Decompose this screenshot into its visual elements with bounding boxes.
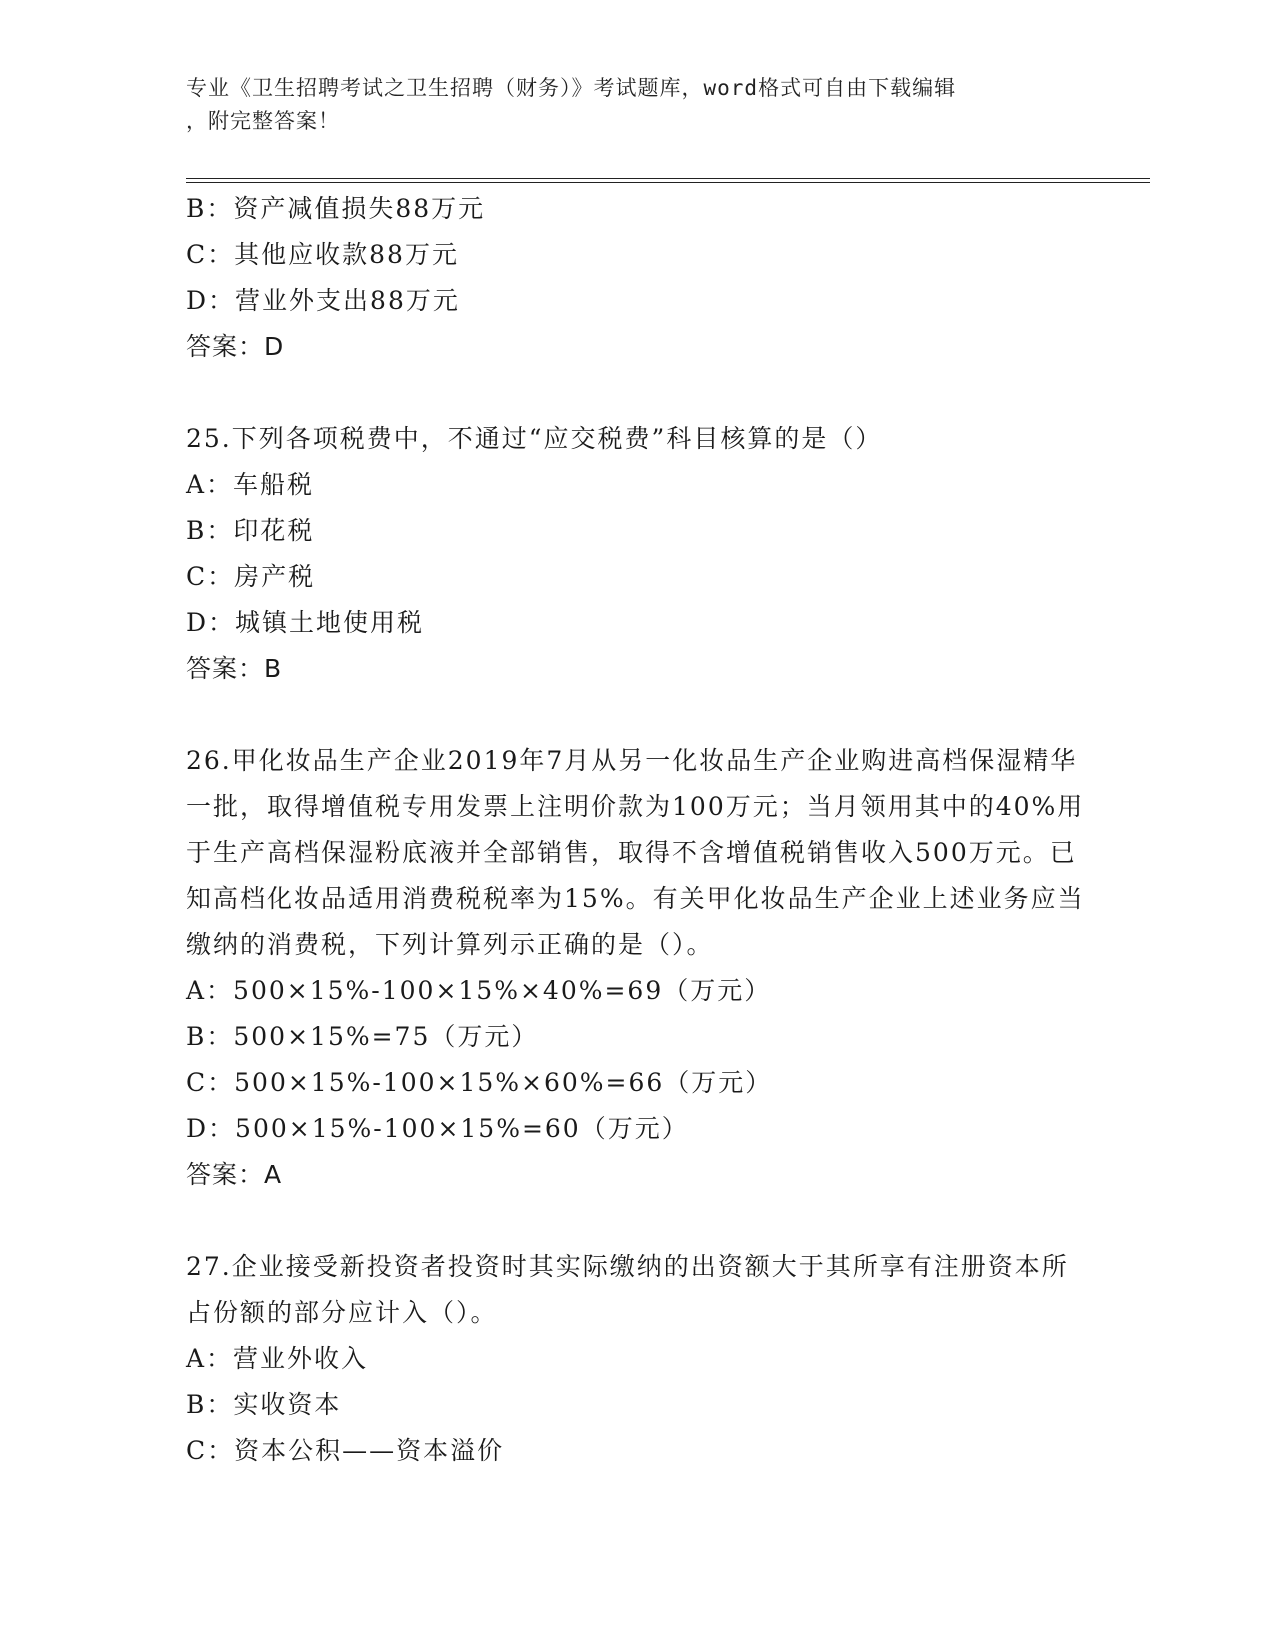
header-line-1: 专业《卫生招聘考试之卫生招聘（财务）》考试题库，word格式可自由下载编辑 — [186, 76, 957, 100]
header-divider-top — [186, 178, 1150, 179]
question-content — [186, 186, 1086, 1474]
question-24 — [186, 186, 1086, 370]
option-b: B：印花税 — [186, 516, 315, 545]
option-b: B：500×15%=75（万元） — [186, 1022, 539, 1051]
spacer — [186, 370, 1086, 416]
answer-label: 答案：B — [186, 654, 283, 683]
option-c: C：资本公积——资本溢价 — [186, 1436, 505, 1465]
question-26 — [186, 738, 1086, 1198]
option-c: C：500×15%-100×15%×60%=66（万元） — [186, 1068, 773, 1097]
header-divider-bottom — [186, 182, 1150, 183]
question-25 — [186, 416, 1086, 692]
question-stem: 27.企业接受新投资者投资时其实际缴纳的出资额大于其所享有注册资本所占份额的部分应计入（）。 — [186, 1252, 1069, 1327]
question-stem: 26.甲化妆品生产企业2019年7月从另一化妆品生产企业购进高档保湿精华一批，取得增值税专用发票上注明价款为100万元；当月领用其中的40%用于生产高档保湿粉底液并全部销售，取得不含增值税销售收入500万元。已知高档化妆品适用消费税税率为15%。有关甲化妆品生产企业上述业务应当缴纳的消费税，下列计算列示正确的是（）。 — [186, 746, 1085, 959]
option-a: A：500×15%-100×15%×40%=69（万元） — [186, 976, 772, 1005]
question-stem: 25.下列各项税费中，不通过“应交税费”科目核算的是（） — [186, 424, 883, 453]
option-b: B：资产减值损失88万元 — [186, 194, 486, 223]
spacer — [186, 692, 1086, 738]
option-a: A：车船税 — [186, 470, 315, 499]
option-c: C：房产税 — [186, 562, 316, 591]
spacer — [186, 1198, 1086, 1244]
option-c: C：其他应收款88万元 — [186, 240, 459, 269]
answer-label: 答案：D — [186, 332, 285, 361]
option-a: A：营业外收入 — [186, 1344, 369, 1373]
option-d: D：城镇土地使用税 — [186, 608, 425, 637]
option-d: D：营业外支出88万元 — [186, 286, 460, 315]
document-header — [186, 72, 1066, 138]
answer-label: 答案：A — [186, 1160, 283, 1189]
question-27 — [186, 1244, 1086, 1474]
option-d: D：500×15%-100×15%=60（万元） — [186, 1114, 689, 1143]
header-line-2: ，附完整答案！ — [186, 109, 340, 133]
option-b: B：实收资本 — [186, 1390, 342, 1419]
